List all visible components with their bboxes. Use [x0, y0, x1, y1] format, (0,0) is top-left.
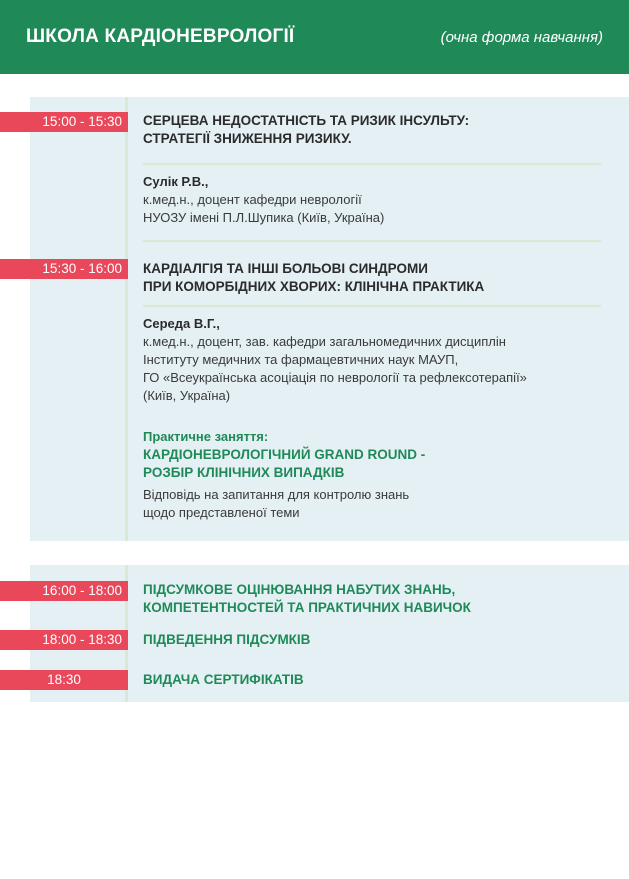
practical-title-line: КАРДІОНЕВРОЛОГІЧНИЙ GRAND ROUND -	[143, 447, 426, 462]
session-title-line: ПІДВЕДЕННЯ ПІДСУМКІВ	[143, 632, 311, 647]
practical-title-line: РОЗБІР КЛІНІЧНИХ ВИПАДКІВ	[143, 465, 345, 480]
speaker-info-line: (Київ, Україна)	[143, 388, 231, 403]
speaker-block	[143, 173, 613, 227]
page-subtitle: (очна форма навчання)	[440, 29, 603, 46]
speaker-info-line: ГО «Всеукраїнська асоціація по неврології та рефлексотерапії»	[143, 370, 527, 385]
session-title	[143, 631, 613, 649]
timeline-divider	[125, 97, 128, 541]
session-title-line: СЕРЦЕВА НЕДОСТАТНІСТЬ ТА РИЗИК ІНСУЛЬТУ:	[143, 113, 470, 128]
session-title	[143, 260, 613, 296]
speaker-block	[143, 315, 613, 405]
practical-desc-line: Відповідь на запитання для контролю знань	[143, 487, 410, 502]
session-time: 18:30	[0, 670, 128, 690]
speaker-name: Сулік Р.В.,	[143, 174, 209, 189]
practical-desc-line: щодо представленої теми	[143, 505, 300, 520]
session-title-line: КАРДІАЛГІЯ ТА ІНШІ БОЛЬОВІ СИНДРОМИ	[143, 261, 428, 276]
separator	[143, 240, 601, 242]
session-title-line: ВИДАЧА СЕРТИФІКАТІВ	[143, 672, 304, 687]
practical-label: Практичне заняття:	[143, 429, 269, 444]
session-time: 16:00 - 18:00	[0, 581, 128, 601]
session-time: 15:30 - 16:00	[0, 259, 128, 279]
separator	[143, 305, 601, 307]
speaker-info-line: Інституту медичних та фармацевтичних наук МАУП,	[143, 352, 459, 367]
session-title-line: КОМПЕТЕНТНОСТЕЙ ТА ПРАКТИЧНИХ НАВИЧОК	[143, 600, 471, 615]
session-title	[143, 581, 613, 617]
session-title-line: ПІДСУМКОВЕ ОЦІНЮВАННЯ НАБУТИХ ЗНАНЬ,	[143, 582, 456, 597]
session-time: 15:00 - 15:30	[0, 112, 128, 132]
speaker-info-line: к.мед.н., доцент кафедри неврології	[143, 192, 362, 207]
separator	[143, 163, 601, 165]
session-title-line: СТРАТЕГІЇ ЗНИЖЕННЯ РИЗИКУ.	[143, 131, 352, 146]
speaker-info-line: к.мед.н., доцент, зав. кафедри загальномедичних дисциплін	[143, 334, 506, 349]
page-title: ШКОЛА КАРДІОНЕВРОЛОГІЇ	[26, 26, 295, 47]
session-title	[143, 671, 613, 689]
practical-block	[143, 428, 613, 522]
session-title	[143, 112, 613, 148]
speaker-info-line: НУОЗУ імені П.Л.Шупика (Київ, Україна)	[143, 210, 385, 225]
session-title-line: ПРИ КОМОРБІДНИХ ХВОРИХ: КЛІНІЧНА ПРАКТИКА	[143, 279, 485, 294]
page-header	[0, 0, 629, 74]
session-time: 18:00 - 18:30	[0, 630, 128, 650]
speaker-name: Середа В.Г.,	[143, 316, 220, 331]
